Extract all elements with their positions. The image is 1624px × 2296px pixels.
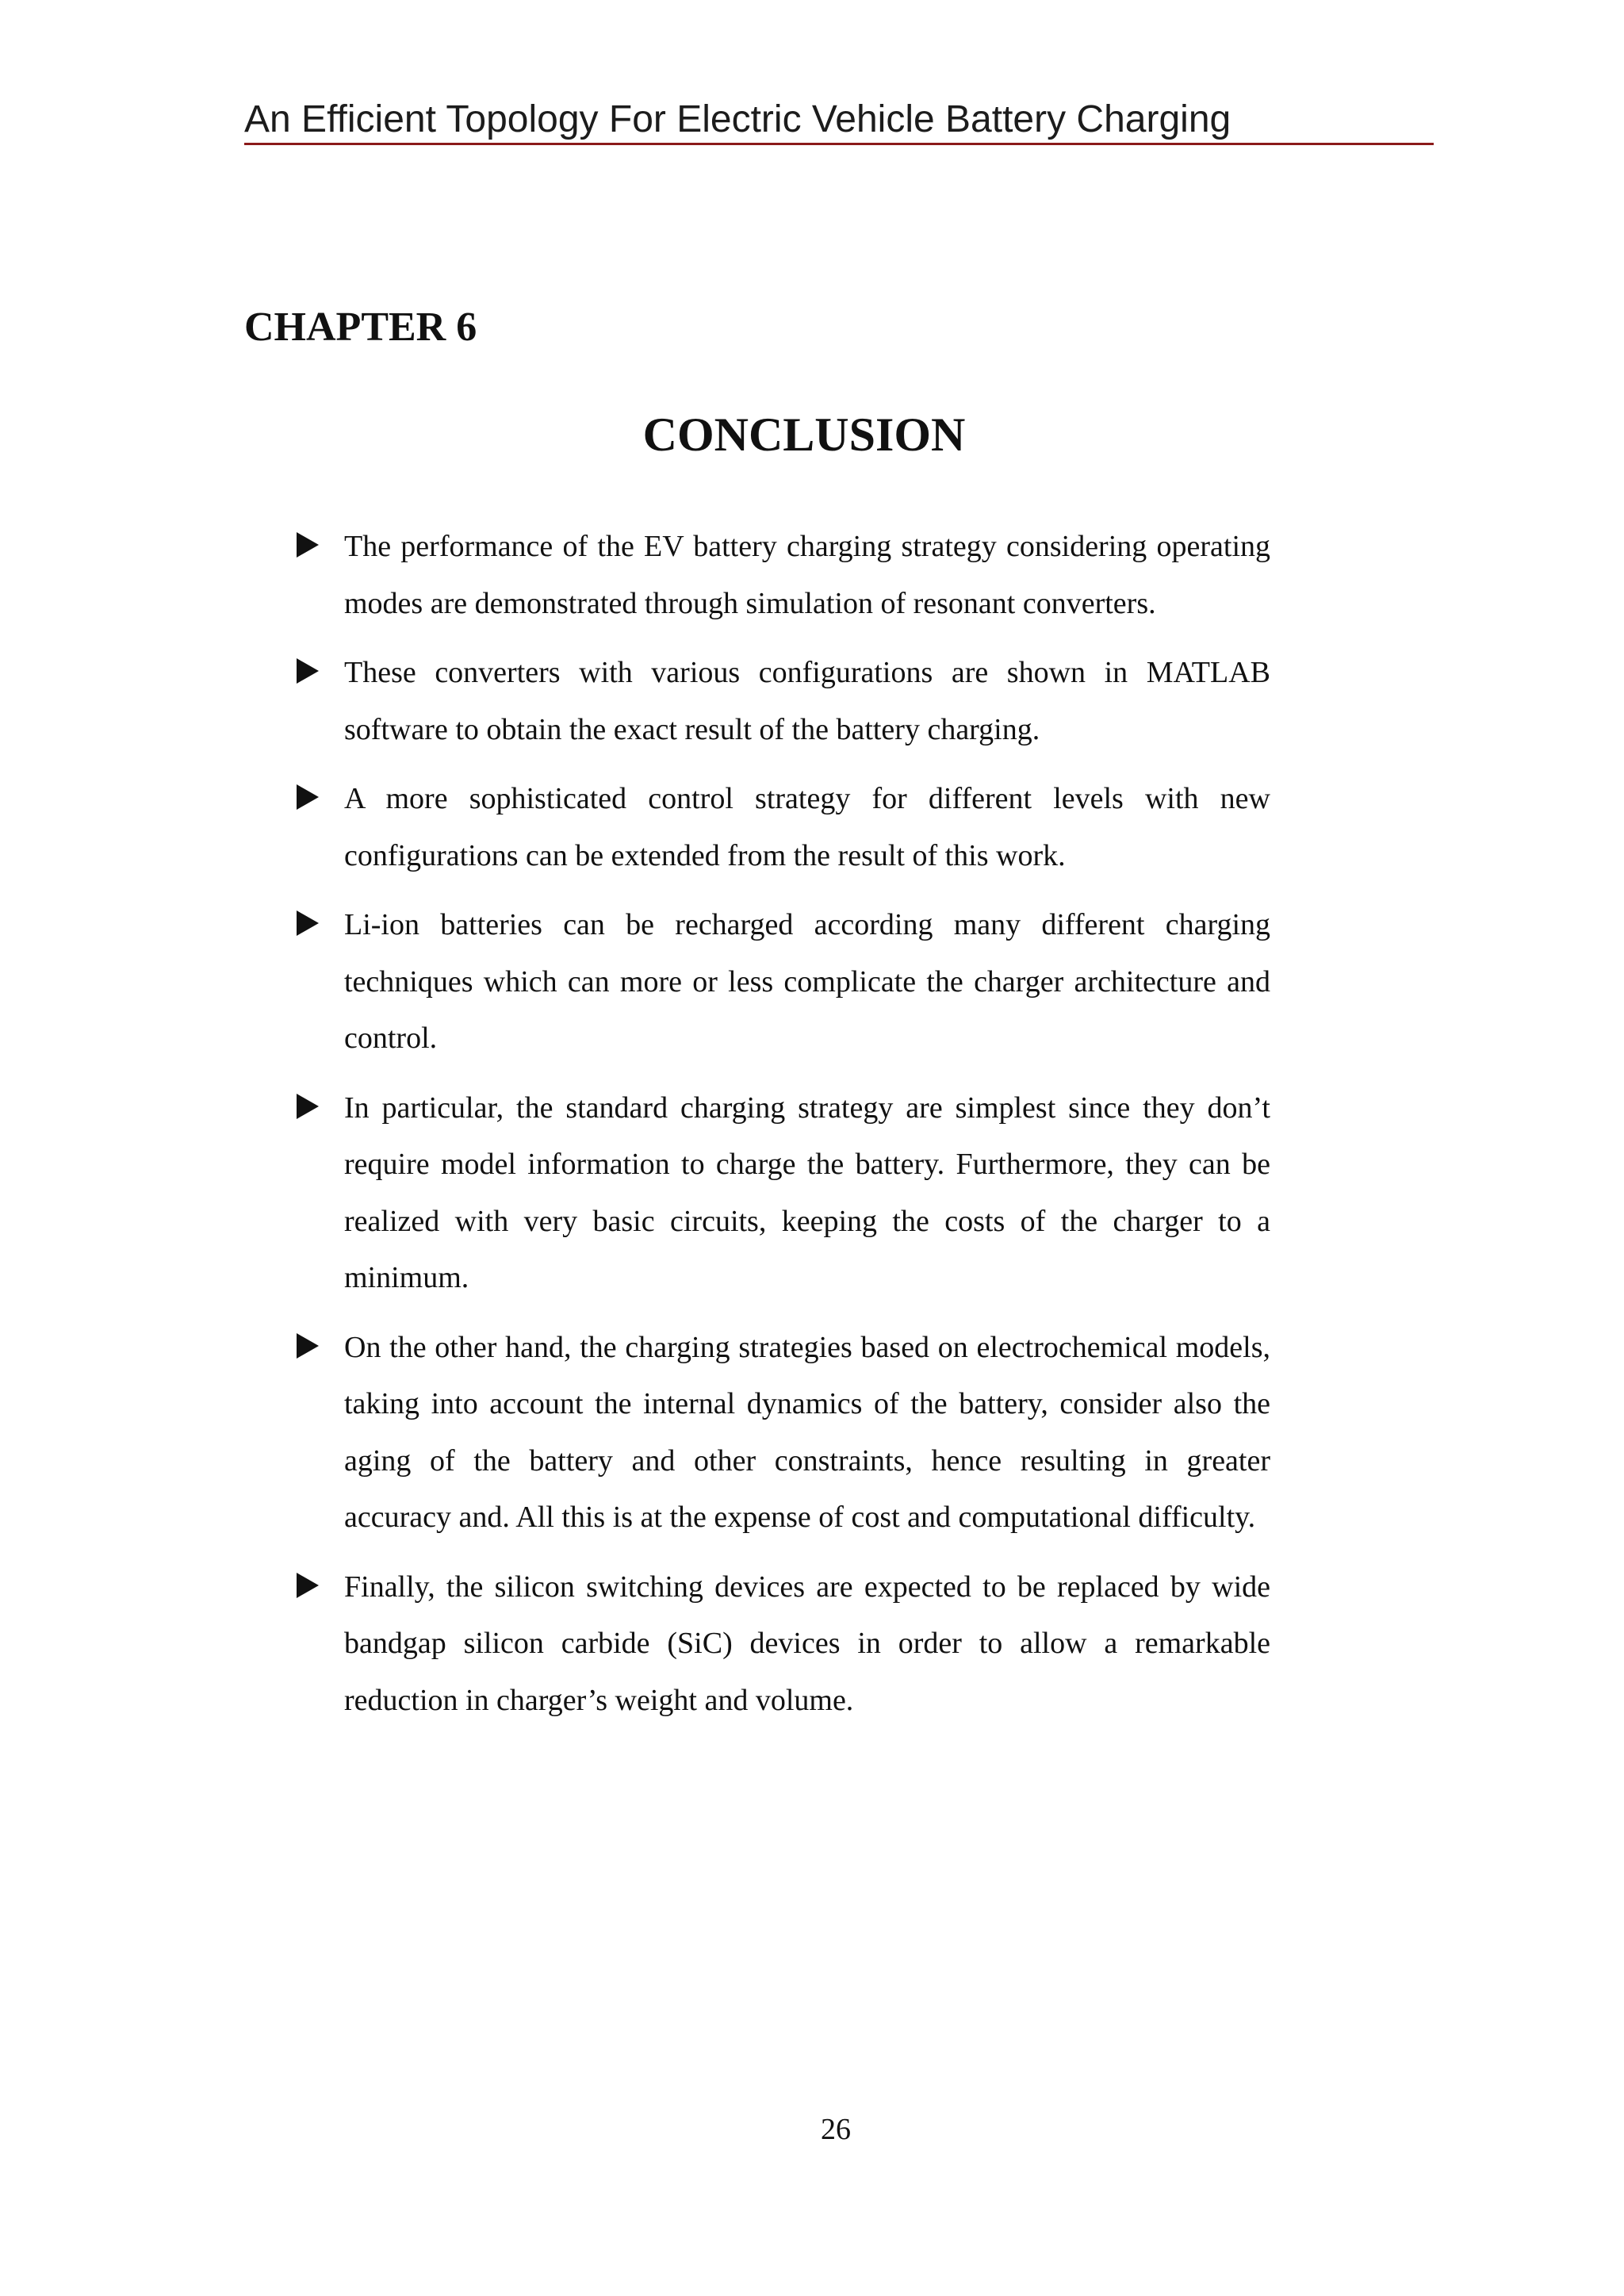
list-item <box>293 1320 1270 1547</box>
list-item-text: These converters with various configurations are shown in MATLAB software to obtain the exact result of the battery charging. <box>344 656 1270 746</box>
list-item <box>293 1559 1270 1730</box>
triangle-bullet-icon <box>297 1094 319 1119</box>
triangle-bullet-icon <box>297 658 319 684</box>
chapter-title: CONCLUSION <box>642 408 966 461</box>
list-item-text: Finally, the silicon switching devices are expected to be replaced by wide bandgap silicon carbide (SiC) devices in order to allow a remarkable reduction in charger’s weight and volume. <box>344 1570 1270 1717</box>
triangle-bullet-icon <box>297 532 319 558</box>
triangle-bullet-icon <box>297 1573 319 1598</box>
list-item <box>293 771 1270 884</box>
triangle-bullet-icon <box>297 910 319 936</box>
page-number: 26 <box>821 2113 851 2146</box>
list-item-text: A more sophisticated control strategy for different levels with new configurations can be extended from the result of this work. <box>344 782 1270 872</box>
triangle-bullet-icon <box>297 1333 319 1359</box>
triangle-bullet-icon <box>297 784 319 810</box>
header-divider <box>244 143 1434 145</box>
list-item-text: In particular, the standard charging strategy are simplest since they don’t require model information to charge the battery. Furthermore, they can be realized with very basic circuits, keeping the costs of the charger to a minimum. <box>344 1091 1270 1294</box>
list-item-text: Li-ion batteries can be recharged according many different charging techniques which can more or less complicate the charger architecture and control. <box>344 908 1270 1055</box>
list-item <box>293 897 1270 1068</box>
list-item <box>293 519 1270 632</box>
conclusion-list <box>293 519 1270 1742</box>
running-header: An Efficient Topology For Electric Vehicle Battery Charging <box>244 98 1231 140</box>
chapter-label: CHAPTER 6 <box>244 305 477 350</box>
list-item <box>293 645 1270 758</box>
list-item-text: On the other hand, the charging strategies based on electrochemical models, taking into account the internal dynamics of the battery, consider also the aging of the battery and other constraints, hence resulting in greater accuracy and. All this is at the expense of cost and computational difficulty. <box>344 1330 1270 1534</box>
list-item-text: The performance of the EV battery charging strategy considering operating modes are demonstrated through simulation of resonant converters. <box>344 530 1270 620</box>
list-item <box>293 1080 1270 1307</box>
